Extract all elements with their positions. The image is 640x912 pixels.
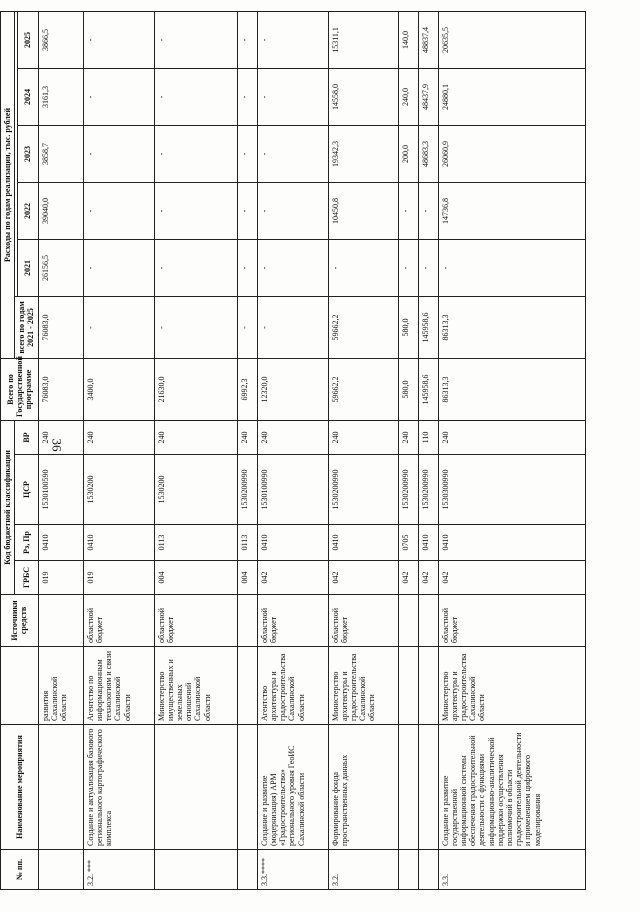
row-2022: - — [257, 182, 328, 239]
row-num — [38, 850, 83, 890]
row-vr: 240 — [257, 420, 328, 454]
row-2024: 3161,3 — [38, 68, 83, 125]
row-rzpr: 0705 — [399, 525, 419, 561]
row-2022: - — [83, 182, 154, 239]
table-row — [38, 11, 83, 889]
row-2021: - — [438, 239, 585, 296]
header-csr: ЦСР — [15, 455, 38, 525]
row-num: 3.3. — [438, 850, 585, 890]
row-total-years: 59662,2 — [328, 296, 399, 358]
row-rzpr: 0410 — [83, 525, 154, 561]
row-2025: - — [154, 11, 238, 68]
row-grbs: 019 — [83, 561, 154, 595]
row-grbs: 004 — [238, 561, 258, 595]
table-row — [438, 11, 585, 889]
row-csr: 1530200990 — [399, 455, 419, 525]
row-name — [154, 725, 238, 850]
header-2024: 2024 — [18, 68, 38, 125]
row-source: областной бюджет — [257, 595, 328, 647]
row-csr: 1530200990 — [328, 455, 399, 525]
row-2023: 200,0 — [399, 125, 419, 182]
page-number: 36 — [49, 438, 65, 452]
row-executor — [399, 647, 419, 725]
row-total-years: 76083,0 — [38, 296, 83, 358]
row-2025: - — [257, 11, 328, 68]
row-num: 3.2. *** — [83, 850, 154, 890]
budget-table — [0, 11, 586, 890]
row-rzpr: 0410 — [38, 525, 83, 561]
row-name: Создание и развитие (модернизация) АРМ «Градостроительство» регионального уровня ГеоИС Сахалинской области — [257, 725, 328, 850]
row-vr: 240 — [328, 420, 399, 454]
row-grbs: 004 — [154, 561, 238, 595]
table-row — [257, 11, 328, 889]
row-rzpr: 0113 — [238, 525, 258, 561]
row-source: областной бюджет — [438, 595, 585, 647]
table-row — [399, 11, 419, 889]
row-2023: - — [154, 125, 238, 182]
row-vr: 240 — [83, 420, 154, 454]
row-source — [38, 595, 83, 647]
row-total-program: 76083,0 — [38, 358, 83, 420]
row-total-program: 12320,0 — [257, 358, 328, 420]
row-name: Формирование фонда пространственных данных — [328, 725, 399, 850]
table-body — [38, 11, 586, 889]
row-source — [399, 595, 419, 647]
row-csr: 1530200 — [154, 455, 238, 525]
row-2024: 24880,1 — [438, 68, 585, 125]
row-grbs: 019 — [38, 561, 83, 595]
row-executor: Агентство архитектуры и градостроительства Сахалинской области — [257, 647, 328, 725]
row-2022: 10450,8 — [328, 182, 399, 239]
row-total-program: 59662,2 — [328, 358, 399, 420]
row-executor: развития Сахалинской области — [38, 647, 83, 725]
row-grbs: 042 — [328, 561, 399, 595]
row-name: Создание и актуализация базового регионального картографического комплекса — [83, 725, 154, 850]
row-2025: 3866,5 — [38, 11, 83, 68]
row-2023: 3858,7 — [38, 125, 83, 182]
header-2022: 2022 — [18, 182, 38, 239]
header-source: Источники средств — [1, 595, 39, 647]
header-vr: ВР — [15, 420, 38, 454]
row-2022: - — [238, 182, 258, 239]
row-2022: 39040,0 — [38, 182, 83, 239]
row-rzpr: 0113 — [154, 525, 238, 561]
row-vr: 240 — [154, 420, 238, 454]
row-total-program: 580,0 — [399, 358, 419, 420]
header-2025: 2025 — [18, 11, 38, 68]
row-rzpr: 0410 — [257, 525, 328, 561]
row-num: 3.3.**** — [257, 850, 328, 890]
row-executor: Министерство архитектуры и градостроительства Сахалинской области — [328, 647, 399, 725]
table-row — [328, 11, 399, 889]
row-csr: 1530100990 — [257, 455, 328, 525]
row-num: 3.2. — [328, 850, 399, 890]
row-2025: - — [238, 11, 258, 68]
row-2024: - — [154, 68, 238, 125]
row-2021: - — [238, 239, 258, 296]
row-num — [399, 850, 419, 890]
header-num: № пп. — [1, 850, 39, 890]
row-2023: 19342,3 — [328, 125, 399, 182]
row-source — [419, 595, 439, 647]
header-executor — [1, 647, 39, 725]
row-total-years: - — [83, 296, 154, 358]
table-row — [238, 11, 258, 889]
row-2022: - — [399, 182, 419, 239]
row-2024: - — [238, 68, 258, 125]
table-row — [419, 11, 439, 889]
row-vr: 240 — [238, 420, 258, 454]
row-total-years: 145958,6 — [419, 296, 439, 358]
row-total-program: 145958,6 — [419, 358, 439, 420]
row-2025: 140,0 — [399, 11, 419, 68]
row-total-program: 6992,3 — [238, 358, 258, 420]
row-2022: - — [154, 182, 238, 239]
row-2025: 20635,5 — [438, 11, 585, 68]
row-name — [238, 725, 258, 850]
row-grbs: 042 — [438, 561, 585, 595]
row-executor: Министерство имущественных и земельных отношений Сахалинской области — [154, 647, 238, 725]
row-csr: 1530200990 — [419, 455, 439, 525]
row-vr: 240 — [438, 420, 585, 454]
row-total-program: 21630,0 — [154, 358, 238, 420]
row-2025: 15311,1 — [328, 11, 399, 68]
row-2021: - — [328, 239, 399, 296]
row-2024: 14558,0 — [328, 68, 399, 125]
row-name — [399, 725, 419, 850]
row-2023: 48683,3 — [419, 125, 439, 182]
budget-table-rotated — [0, 20, 580, 890]
row-total-years: - — [238, 296, 258, 358]
row-2024: - — [83, 68, 154, 125]
row-rzpr: 0410 — [328, 525, 399, 561]
header-2023: 2023 — [18, 125, 38, 182]
row-executor: Министерство архитектуры и градостроительства Сахалинской области — [438, 647, 585, 725]
row-total-years: 86313,3 — [438, 296, 585, 358]
row-2025: - — [83, 11, 154, 68]
header-kbk: Код бюджетной классификации — [1, 420, 15, 594]
row-source: областной бюджет — [154, 595, 238, 647]
row-vr: 240 — [38, 420, 83, 454]
header-costs: Расходы по годам реализации, тыс. рублей — [1, 11, 15, 358]
row-name — [419, 725, 439, 850]
row-2024: 48437,9 — [419, 68, 439, 125]
row-name: Создание и развитие государственной информационной системы обеспечения градостроительной деятельности с функциями информационно-аналитической поддержки осуществления полномочий в области градостроительной деятельности и применением цифрового моделирования — [438, 725, 585, 850]
row-vr: 110 — [419, 420, 439, 454]
row-2022: 14736,8 — [438, 182, 585, 239]
row-source: областной бюджет — [83, 595, 154, 647]
row-2021: - — [419, 239, 439, 296]
row-2023: - — [257, 125, 328, 182]
row-csr: 1530300990 — [438, 455, 585, 525]
row-total-years: - — [154, 296, 238, 358]
row-source: областной бюджет — [328, 595, 399, 647]
row-source — [238, 595, 258, 647]
row-2021: - — [83, 239, 154, 296]
row-total-years: - — [257, 296, 328, 358]
header-2021: 2021 — [18, 239, 38, 296]
row-executor: Агентство по информационным технологиям и связи Сахалинской области — [83, 647, 154, 725]
header-grbs: ГРБС — [15, 561, 38, 595]
row-total-years: 580,0 — [399, 296, 419, 358]
header-rzpr: Рз, Пр — [15, 525, 38, 561]
table-row — [83, 11, 154, 889]
row-rzpr: 0410 — [419, 525, 439, 561]
row-2023: 26060,9 — [438, 125, 585, 182]
row-name — [38, 725, 83, 850]
header-total-years: всего по годам 2021 - 2025 — [15, 296, 38, 358]
row-2023: - — [83, 125, 154, 182]
row-2024: - — [257, 68, 328, 125]
row-vr: 240 — [399, 420, 419, 454]
row-num — [154, 850, 238, 890]
row-grbs: 042 — [399, 561, 419, 595]
table-row — [154, 11, 238, 889]
row-csr: 1530200990 — [238, 455, 258, 525]
row-total-program: 3400,0 — [83, 358, 154, 420]
row-2023: - — [238, 125, 258, 182]
row-2021: - — [154, 239, 238, 296]
row-num — [238, 850, 258, 890]
header-row-1 — [1, 11, 15, 889]
row-grbs: 042 — [419, 561, 439, 595]
row-csr: 1530200 — [83, 455, 154, 525]
row-rzpr: 0410 — [438, 525, 585, 561]
row-2025: 48837,4 — [419, 11, 439, 68]
row-2021: - — [399, 239, 419, 296]
row-num — [419, 850, 439, 890]
row-grbs: 042 — [257, 561, 328, 595]
row-2022: - — [419, 182, 439, 239]
row-csr: 1530100590 — [38, 455, 83, 525]
header-name: Наименование мероприятия — [1, 725, 39, 850]
header-total-program: Всего по Государственной программе — [1, 358, 39, 420]
row-executor — [419, 647, 439, 725]
row-2024: 240,0 — [399, 68, 419, 125]
row-2021: 26156,5 — [38, 239, 83, 296]
row-total-program: 86313,3 — [438, 358, 585, 420]
row-2021: - — [257, 239, 328, 296]
row-executor — [238, 647, 258, 725]
